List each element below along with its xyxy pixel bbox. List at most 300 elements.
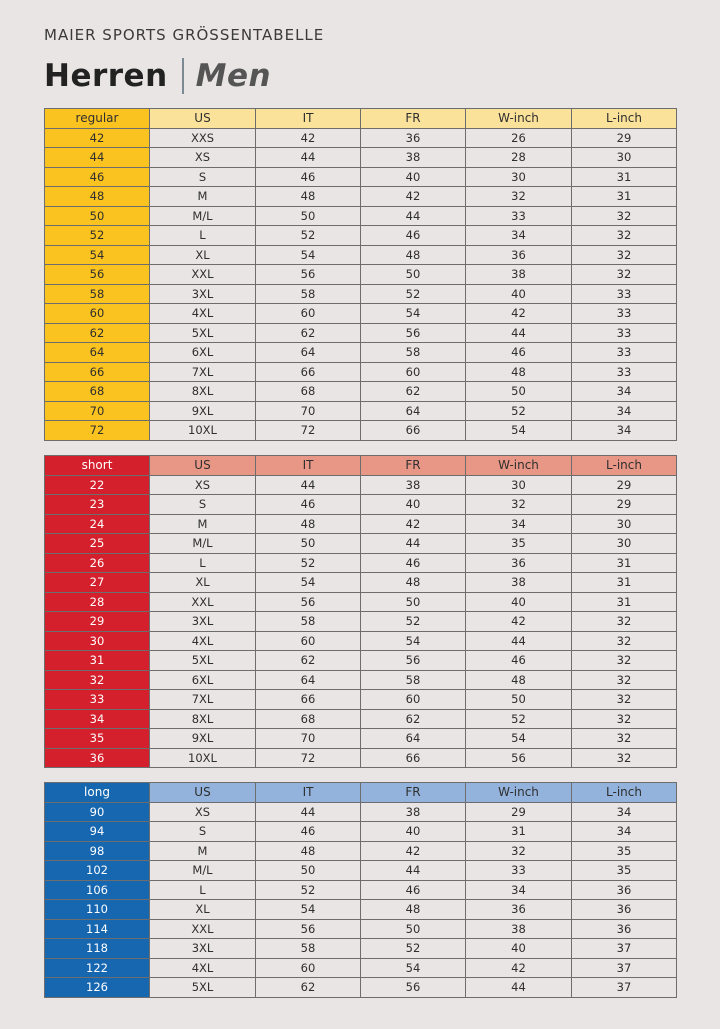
table-cell: 44 <box>256 802 361 822</box>
table-cell: 7XL <box>150 362 256 382</box>
size-cell: 31 <box>45 651 150 671</box>
size-cell: 46 <box>45 167 150 187</box>
size-cell: 35 <box>45 729 150 749</box>
table-cell: M/L <box>150 206 256 226</box>
table-cell: 54 <box>256 245 361 265</box>
size-cell: 114 <box>45 919 150 939</box>
table-cell: 62 <box>361 709 466 729</box>
table-cell: 48 <box>466 362 572 382</box>
table-cell: 48 <box>256 514 361 534</box>
column-header: L-inch <box>572 783 677 803</box>
table-cell: 34 <box>466 514 572 534</box>
table-row <box>45 323 677 343</box>
table-cell: 62 <box>256 651 361 671</box>
table-cell: 66 <box>361 748 466 768</box>
column-header: IT <box>256 456 361 476</box>
table-row <box>45 690 677 710</box>
table-cell: 36 <box>572 919 677 939</box>
table-cell: 54 <box>256 900 361 920</box>
column-header: long <box>45 783 150 803</box>
table-row <box>45 401 677 421</box>
table-cell: 60 <box>256 304 361 324</box>
table-row <box>45 861 677 881</box>
table-cell: 32 <box>466 495 572 515</box>
column-header: US <box>150 109 256 129</box>
table-cell: 50 <box>256 861 361 881</box>
column-header: L-inch <box>572 456 677 476</box>
table-cell: 50 <box>361 265 466 285</box>
column-header: US <box>150 783 256 803</box>
table-cell: 52 <box>361 612 466 632</box>
table-cell: XL <box>150 900 256 920</box>
table-cell: 52 <box>256 880 361 900</box>
table-cell: 64 <box>256 670 361 690</box>
size-cell: 72 <box>45 421 150 441</box>
table-cell: 32 <box>572 245 677 265</box>
table-cell: 38 <box>466 573 572 593</box>
table-row <box>45 748 677 768</box>
size-cell: 42 <box>45 128 150 148</box>
table-cell: 58 <box>361 343 466 363</box>
table-cell: 56 <box>361 978 466 998</box>
table-cell: 44 <box>466 323 572 343</box>
table-row <box>45 631 677 651</box>
table-cell: 50 <box>256 534 361 554</box>
table-cell: 34 <box>466 880 572 900</box>
size-cell: 34 <box>45 709 150 729</box>
table-cell: 38 <box>361 148 466 168</box>
table-cell: 40 <box>466 939 572 959</box>
table-cell: 26 <box>466 128 572 148</box>
table-cell: 34 <box>572 382 677 402</box>
table-cell: XS <box>150 148 256 168</box>
table-cell: 72 <box>256 421 361 441</box>
table-cell: 4XL <box>150 631 256 651</box>
table-row <box>45 573 677 593</box>
table-cell: 44 <box>256 148 361 168</box>
table-cell: 10XL <box>150 748 256 768</box>
table-cell: 32 <box>572 709 677 729</box>
table-cell: 72 <box>256 748 361 768</box>
table-cell: 33 <box>572 323 677 343</box>
table-cell: 58 <box>256 612 361 632</box>
table-cell: 5XL <box>150 323 256 343</box>
table-cell: 32 <box>572 670 677 690</box>
size-cell: 118 <box>45 939 150 959</box>
table-row <box>45 514 677 534</box>
table-cell: 60 <box>256 958 361 978</box>
table-row <box>45 495 677 515</box>
table-cell: 68 <box>256 709 361 729</box>
table-cell: 56 <box>361 323 466 343</box>
table-row <box>45 265 677 285</box>
table-cell: 52 <box>466 709 572 729</box>
title-german: Herren <box>44 58 168 94</box>
size-cell: 62 <box>45 323 150 343</box>
table-cell: 8XL <box>150 709 256 729</box>
table-cell: 34 <box>572 421 677 441</box>
table-cell: XL <box>150 245 256 265</box>
table-cell: 5XL <box>150 978 256 998</box>
table-cell: 29 <box>466 802 572 822</box>
size-cell: 27 <box>45 573 150 593</box>
table-row <box>45 128 677 148</box>
table-cell: 54 <box>361 958 466 978</box>
table-row <box>45 802 677 822</box>
table-row <box>45 939 677 959</box>
table-cell: 42 <box>466 304 572 324</box>
table-row <box>45 978 677 998</box>
table-cell: 29 <box>572 475 677 495</box>
table-cell: 32 <box>572 226 677 246</box>
table-cell: 32 <box>572 651 677 671</box>
table-cell: 54 <box>361 304 466 324</box>
table-cell: 34 <box>572 802 677 822</box>
table-cell: 32 <box>572 612 677 632</box>
table-cell: 56 <box>256 265 361 285</box>
table-cell: M <box>150 187 256 207</box>
table-cell: 8XL <box>150 382 256 402</box>
page-title <box>44 56 324 96</box>
table-cell: 38 <box>361 802 466 822</box>
table-cell: 35 <box>572 861 677 881</box>
table-row <box>45 709 677 729</box>
size-cell: 29 <box>45 612 150 632</box>
table-cell: 64 <box>361 401 466 421</box>
column-header: W-inch <box>466 783 572 803</box>
table-cell: 48 <box>361 900 466 920</box>
size-cell: 32 <box>45 670 150 690</box>
table-cell: 10XL <box>150 421 256 441</box>
table-row <box>45 206 677 226</box>
table-cell: 9XL <box>150 729 256 749</box>
table-cell: L <box>150 553 256 573</box>
table-cell: 40 <box>466 592 572 612</box>
table-cell: 44 <box>361 861 466 881</box>
table-cell: 54 <box>466 729 572 749</box>
table-cell: 52 <box>466 401 572 421</box>
table-cell: 30 <box>466 475 572 495</box>
size-cell: 50 <box>45 206 150 226</box>
table-row <box>45 729 677 749</box>
table-cell: S <box>150 495 256 515</box>
size-cell: 28 <box>45 592 150 612</box>
table-row <box>45 226 677 246</box>
table-cell: 52 <box>361 939 466 959</box>
table-cell: XL <box>150 573 256 593</box>
table-cell: 54 <box>361 631 466 651</box>
table-row <box>45 880 677 900</box>
table-row <box>45 148 677 168</box>
column-header: IT <box>256 109 361 129</box>
table-cell: 30 <box>466 167 572 187</box>
column-header: IT <box>256 783 361 803</box>
table-row <box>45 841 677 861</box>
table-cell: 44 <box>466 631 572 651</box>
table-cell: 44 <box>466 978 572 998</box>
table-cell: 64 <box>256 343 361 363</box>
table-header-row <box>45 109 677 129</box>
table-cell: 42 <box>256 128 361 148</box>
table-cell: 7XL <box>150 690 256 710</box>
table-row <box>45 421 677 441</box>
table-cell: 46 <box>256 822 361 842</box>
size-cell: 56 <box>45 265 150 285</box>
column-header: L-inch <box>572 109 677 129</box>
table-cell: M <box>150 514 256 534</box>
table-cell: S <box>150 822 256 842</box>
table-cell: 46 <box>466 343 572 363</box>
size-cell: 98 <box>45 841 150 861</box>
size-cell: 106 <box>45 880 150 900</box>
table-row <box>45 382 677 402</box>
brand-title: MAIER SPORTS GRÖSSENTABELLE <box>44 26 325 44</box>
table-cell: 33 <box>572 343 677 363</box>
table-cell: 34 <box>572 401 677 421</box>
size-cell: 102 <box>45 861 150 881</box>
table-cell: 68 <box>256 382 361 402</box>
table-row <box>45 670 677 690</box>
table-cell: 36 <box>466 553 572 573</box>
column-header: FR <box>361 783 466 803</box>
table-cell: 6XL <box>150 343 256 363</box>
table-cell: 32 <box>572 631 677 651</box>
table-cell: 33 <box>466 861 572 881</box>
table-cell: 58 <box>361 670 466 690</box>
table-cell: 30 <box>572 514 677 534</box>
table-row <box>45 958 677 978</box>
table-cell: 52 <box>256 226 361 246</box>
size-cell: 30 <box>45 631 150 651</box>
table-cell: 56 <box>466 748 572 768</box>
table-cell: 38 <box>361 475 466 495</box>
table-cell: 32 <box>572 748 677 768</box>
table-cell: 4XL <box>150 958 256 978</box>
table-cell: L <box>150 226 256 246</box>
table-row <box>45 900 677 920</box>
table-cell: L <box>150 880 256 900</box>
title-divider <box>182 58 184 94</box>
table-cell: 56 <box>256 592 361 612</box>
table-cell: 29 <box>572 128 677 148</box>
table-cell: 48 <box>256 841 361 861</box>
table-cell: 33 <box>572 304 677 324</box>
size-cell: 60 <box>45 304 150 324</box>
table-cell: 66 <box>256 362 361 382</box>
table-cell: 44 <box>361 206 466 226</box>
table-cell: 32 <box>466 841 572 861</box>
table-cell: 29 <box>572 495 677 515</box>
table-cell: 46 <box>361 553 466 573</box>
table-cell: 54 <box>256 573 361 593</box>
table-header-row <box>45 783 677 803</box>
table-row <box>45 304 677 324</box>
table-cell: 30 <box>572 148 677 168</box>
size-cell: 22 <box>45 475 150 495</box>
table-cell: 31 <box>572 573 677 593</box>
table-cell: 66 <box>256 690 361 710</box>
table-cell: 31 <box>466 822 572 842</box>
table-cell: 33 <box>466 206 572 226</box>
table-cell: 48 <box>361 573 466 593</box>
table-cell: 42 <box>361 841 466 861</box>
size-cell: 36 <box>45 748 150 768</box>
size-cell: 48 <box>45 187 150 207</box>
size-cell: 54 <box>45 245 150 265</box>
table-row <box>45 245 677 265</box>
table-cell: 50 <box>361 919 466 939</box>
size-cell: 58 <box>45 284 150 304</box>
table-cell: 62 <box>256 323 361 343</box>
table-cell: 34 <box>466 226 572 246</box>
table-cell: 56 <box>256 919 361 939</box>
table-cell: 54 <box>466 421 572 441</box>
table-row <box>45 592 677 612</box>
table-cell: XXL <box>150 592 256 612</box>
table-cell: 58 <box>256 284 361 304</box>
table-cell: 38 <box>466 265 572 285</box>
table-cell: 36 <box>572 900 677 920</box>
table-row <box>45 553 677 573</box>
table-cell: 48 <box>256 187 361 207</box>
table-row <box>45 343 677 363</box>
table-cell: 46 <box>361 880 466 900</box>
table-cell: 64 <box>361 729 466 749</box>
table-cell: M <box>150 841 256 861</box>
table-cell: 40 <box>361 167 466 187</box>
table-cell: 46 <box>361 226 466 246</box>
table-cell: 70 <box>256 729 361 749</box>
size-cell: 24 <box>45 514 150 534</box>
table-row <box>45 651 677 671</box>
table-cell: 44 <box>256 475 361 495</box>
table-row <box>45 822 677 842</box>
table-cell: 50 <box>466 690 572 710</box>
size-cell: 23 <box>45 495 150 515</box>
size-cell: 126 <box>45 978 150 998</box>
table-cell: 35 <box>572 841 677 861</box>
size-cell: 90 <box>45 802 150 822</box>
table-cell: 32 <box>572 729 677 749</box>
table-cell: 48 <box>361 245 466 265</box>
table-cell: 46 <box>256 495 361 515</box>
table-cell: 70 <box>256 401 361 421</box>
table-cell: 52 <box>256 553 361 573</box>
table-cell: 36 <box>466 900 572 920</box>
table-row <box>45 187 677 207</box>
column-header: W-inch <box>466 456 572 476</box>
table-cell: 3XL <box>150 612 256 632</box>
table-cell: 42 <box>466 958 572 978</box>
table-cell: 50 <box>256 206 361 226</box>
column-header: W-inch <box>466 109 572 129</box>
size-cell: 52 <box>45 226 150 246</box>
column-header: regular <box>45 109 150 129</box>
table-cell: 46 <box>466 651 572 671</box>
title-english: Men <box>195 58 272 94</box>
table-cell: 38 <box>466 919 572 939</box>
table-cell: XXL <box>150 919 256 939</box>
table-cell: 32 <box>572 690 677 710</box>
table-cell: 3XL <box>150 939 256 959</box>
table-cell: 36 <box>572 880 677 900</box>
table-cell: XS <box>150 802 256 822</box>
table-cell: 48 <box>466 670 572 690</box>
size-cell: 68 <box>45 382 150 402</box>
table-row <box>45 919 677 939</box>
table-cell: XS <box>150 475 256 495</box>
size-cell: 26 <box>45 553 150 573</box>
size-cell: 70 <box>45 401 150 421</box>
table-cell: 32 <box>572 206 677 226</box>
table-cell: 66 <box>361 421 466 441</box>
table-cell: 3XL <box>150 284 256 304</box>
column-header: short <box>45 456 150 476</box>
table-cell: 31 <box>572 167 677 187</box>
size-cell: 44 <box>45 148 150 168</box>
table-cell: 50 <box>466 382 572 402</box>
size-table-short <box>44 455 677 768</box>
table-header-row <box>45 456 677 476</box>
table-cell: 36 <box>466 245 572 265</box>
table-cell: 42 <box>361 514 466 534</box>
table-cell: 44 <box>361 534 466 554</box>
size-cell: 33 <box>45 690 150 710</box>
table-cell: 32 <box>572 265 677 285</box>
table-cell: XXL <box>150 265 256 285</box>
table-cell: 35 <box>466 534 572 554</box>
table-cell: 56 <box>361 651 466 671</box>
table-cell: 28 <box>466 148 572 168</box>
table-cell: S <box>150 167 256 187</box>
table-cell: 4XL <box>150 304 256 324</box>
table-cell: 52 <box>361 284 466 304</box>
page-header <box>44 24 324 96</box>
table-cell: 58 <box>256 939 361 959</box>
table-cell: 42 <box>466 612 572 632</box>
table-cell: 40 <box>361 495 466 515</box>
table-cell: 30 <box>572 534 677 554</box>
table-cell: 60 <box>361 690 466 710</box>
table-cell: 34 <box>572 822 677 842</box>
size-cell: 64 <box>45 343 150 363</box>
table-cell: 50 <box>361 592 466 612</box>
table-cell: 33 <box>572 362 677 382</box>
table-cell: M/L <box>150 861 256 881</box>
table-cell: M/L <box>150 534 256 554</box>
table-cell: 5XL <box>150 651 256 671</box>
table-cell: 36 <box>361 128 466 148</box>
table-row <box>45 475 677 495</box>
size-table-regular <box>44 108 677 441</box>
table-cell: 60 <box>256 631 361 651</box>
size-cell: 25 <box>45 534 150 554</box>
size-cell: 122 <box>45 958 150 978</box>
table-cell: 40 <box>361 822 466 842</box>
column-header: FR <box>361 456 466 476</box>
table-row <box>45 534 677 554</box>
table-row <box>45 612 677 632</box>
table-cell: 31 <box>572 187 677 207</box>
table-cell: 42 <box>361 187 466 207</box>
table-cell: 60 <box>361 362 466 382</box>
size-cell: 66 <box>45 362 150 382</box>
table-cell: 31 <box>572 592 677 612</box>
column-header: US <box>150 456 256 476</box>
column-header: FR <box>361 109 466 129</box>
table-cell: 33 <box>572 284 677 304</box>
table-cell: XXS <box>150 128 256 148</box>
